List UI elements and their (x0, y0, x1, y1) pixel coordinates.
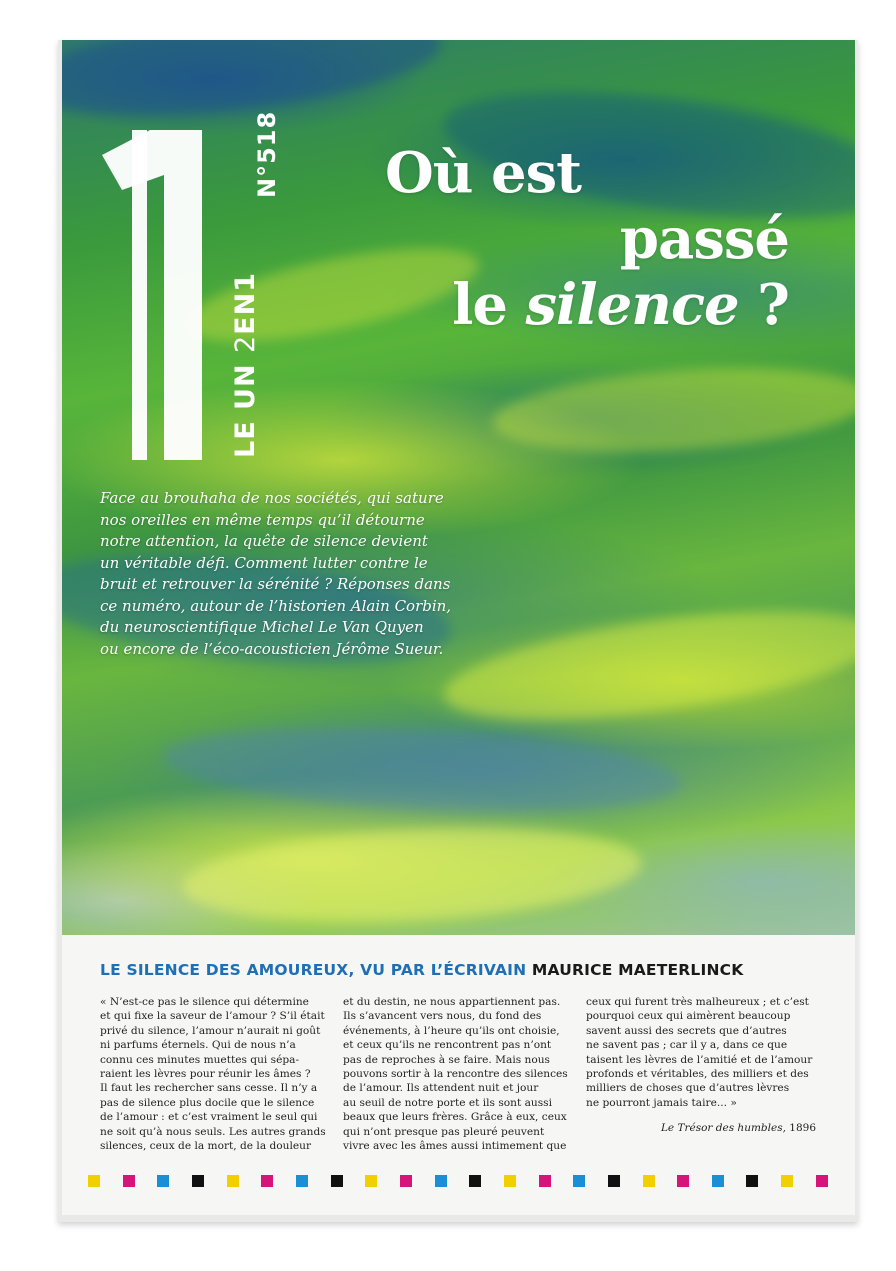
registration-mark-yellow (504, 1175, 516, 1187)
registration-mark-yellow (781, 1175, 793, 1187)
intro-line: Face au brouhaha de nos sociétés, qui sature (100, 489, 444, 507)
quote-line: de l’amour : et c’est vraiment le seul qui (100, 1111, 318, 1124)
quote-line: savent aussi des secrets que d’autres (586, 1024, 787, 1037)
intro-line: ce numéro, autour de l’historien Alain Corbin, (100, 596, 452, 615)
quote-line: pas de silence plus docile que le silence (100, 1096, 315, 1109)
quote-line: raient les lèvres pour réunir les âmes ? (100, 1068, 311, 1081)
intro-line: notre attention, la quête de silence devient (100, 532, 428, 550)
quote-line: qui n’ont presque pas pleuré peuvent (343, 1125, 545, 1138)
quote-line: milliers de choses que d’autres lèvres (586, 1082, 790, 1095)
quote-line: profonds et véritables, des milliers et des (586, 1068, 809, 1081)
intro-line: ou encore de l’éco-acousticien Jérôme Sueur. (100, 639, 444, 658)
registration-marks (88, 1175, 828, 1187)
paint-stroke (160, 716, 683, 823)
registration-mark-black (331, 1175, 343, 1187)
intro-paragraph (100, 488, 480, 660)
quote-line: connu ces minutes muettes qui sépa- (100, 1053, 300, 1066)
quote-line: Il faut les rechercher sans cesse. Il n’y a (100, 1082, 318, 1095)
quote-column-3 (586, 995, 816, 1110)
quote-line: et ceux qu’ils ne rencontrent pas n’ont (343, 1039, 552, 1052)
quote-line: et du destin, ne nous appartiennent pas. (343, 996, 561, 1008)
registration-mark-magenta (539, 1175, 551, 1187)
registration-mark-yellow (365, 1175, 377, 1187)
registration-mark-cyan (296, 1175, 308, 1187)
quote-line: silences, ceux de la mort, de la douleur (100, 1140, 312, 1153)
newspaper-page (62, 40, 855, 1215)
quote-line: ne savent pas ; car il y a, dans ce que (586, 1039, 788, 1052)
registration-mark-magenta (123, 1175, 135, 1187)
quote-line: vivre avec les âmes aussi intimement que (343, 1140, 567, 1153)
quote-line: « N’est-ce pas le silence qui détermine (100, 996, 309, 1008)
quote-line: pouvons sortir à la rencontre des silences (343, 1068, 568, 1081)
quote-line: de l’amour. Ils attendent nuit et jour (343, 1082, 539, 1095)
quote-line: privé du silence, l’amour n’aurait ni goût (100, 1024, 321, 1037)
registration-mark-magenta (261, 1175, 273, 1187)
intro-line: du neuroscientifique Michel Le Van Quyen (100, 618, 424, 636)
cover-artwork (62, 40, 855, 935)
issue-number: N°518 (253, 110, 281, 198)
quote-line: ni parfums éternels. Qui de nous n’a (100, 1039, 296, 1052)
headline-line: passé (619, 206, 789, 272)
quote-line: ne pourront jamais taire... » (586, 1096, 737, 1109)
quote-title: LE SILENCE DES AMOUREUX, VU PAR L’ÉCRIVAIN MAURICE MAETERLINCK (100, 961, 744, 979)
intro-line: nos oreilles en même temps qu’il détourne (100, 510, 425, 529)
registration-mark-yellow (227, 1175, 239, 1187)
le-un-logo-icon (102, 130, 202, 460)
quote-section (62, 935, 855, 1215)
quote-line: et qui fixe la saveur de l’amour ? S’il était (100, 1010, 325, 1023)
paint-stroke (178, 230, 486, 361)
registration-mark-cyan (573, 1175, 585, 1187)
quote-column-1 (100, 995, 330, 1153)
registration-mark-cyan (712, 1175, 724, 1187)
headline-line: Où est (385, 140, 582, 206)
registration-mark-black (469, 1175, 481, 1187)
paint-stroke (490, 357, 855, 463)
quote-line: taisent les lèvres de l’amitié et de l’amour (586, 1053, 813, 1066)
quote-line: pourquoi ceux qui aimèrent beaucoup (586, 1010, 791, 1023)
registration-mark-cyan (157, 1175, 169, 1187)
headline-line: le silence ? (452, 272, 789, 338)
quote-line: événements, à l’heure qu’ils ont choisie, (343, 1024, 560, 1037)
quote-line: beaux que leurs frères. Grâce à eux, ceux (343, 1111, 567, 1124)
quote-line: Ils s’avancent vers nous, du fond des (343, 1010, 542, 1023)
quote-column-2 (343, 995, 573, 1153)
brand-name: LE UN 2EN1 (230, 272, 261, 458)
registration-mark-yellow (643, 1175, 655, 1187)
registration-mark-cyan (435, 1175, 447, 1187)
paint-stroke (438, 590, 855, 740)
registration-mark-magenta (400, 1175, 412, 1187)
registration-mark-black (192, 1175, 204, 1187)
quote-line: au seuil de notre porte et ils sont aussi (343, 1096, 553, 1109)
intro-line: un véritable défi. Comment lutter contre le (100, 553, 428, 572)
quote-line: pas de reproches à se faire. Mais nous (343, 1053, 550, 1066)
quote-line: ceux qui furent très malheureux ; et c’est (586, 996, 809, 1008)
registration-mark-magenta (677, 1175, 689, 1187)
paint-stroke (180, 818, 644, 932)
registration-mark-black (608, 1175, 620, 1187)
registration-mark-magenta (816, 1175, 828, 1187)
quote-source: Le Trésor des humbles, 1896 (660, 1122, 816, 1134)
intro-line: bruit et retrouver la sérénité ? Réponses dans (100, 575, 451, 593)
registration-mark-yellow (88, 1175, 100, 1187)
registration-mark-black (746, 1175, 758, 1187)
quote-line: ne soit qu’à nous seuls. Les autres grands (100, 1125, 326, 1138)
